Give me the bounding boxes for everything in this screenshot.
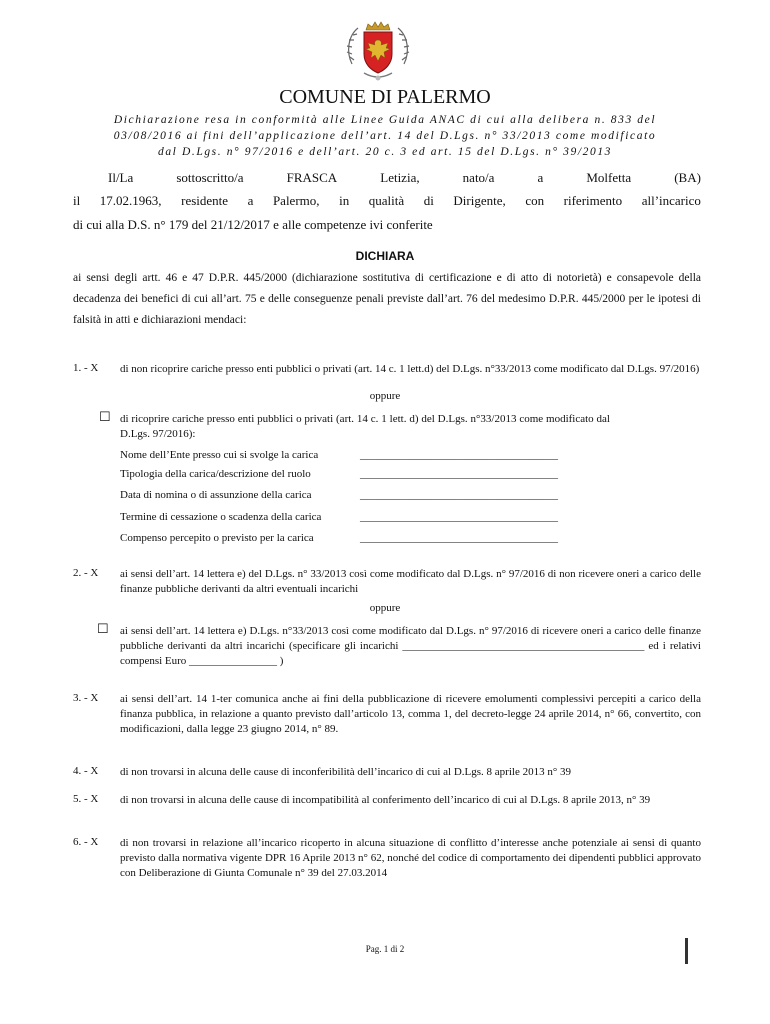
oppure-label: oppure (369, 390, 401, 402)
declarant-line-1 (108, 170, 701, 186)
field-compenso (120, 532, 600, 544)
declarant-word: a (247, 193, 254, 208)
item-1-alt-text: di ricoprire cariche presso enti pubblici o privati (art. 14 c. 1 lett. d) del D.Lgs. n°33/2013 come modificato dal D.Lgs. 97/2016): (120, 413, 610, 440)
declarant-line-2 (73, 193, 701, 209)
field-ente (120, 449, 600, 461)
declarant-word: il (73, 193, 81, 208)
field-label: Data di nomina o di assunzione della carica (120, 489, 312, 501)
province: (BA) (674, 170, 701, 185)
palermo-coat-of-arms (342, 18, 414, 88)
intro-line: dal D.Lgs. n° 97/2016 e dell’art. 20 c. 3 ed art. 15 del D.Lgs. n° 39/2013 (157, 146, 613, 158)
declarant-word: in (339, 193, 350, 208)
declarant-word: Il/La (108, 170, 134, 185)
margin-bar (685, 938, 688, 964)
field-blank[interactable]: ____________________________________ (360, 468, 558, 480)
birth-date: 17.02.1963, (99, 193, 162, 208)
field-data-nomina (120, 489, 600, 501)
field-blank[interactable]: ____________________________________ (360, 532, 558, 544)
field-tipologia (120, 468, 600, 480)
item-4-number: 4. - X (73, 765, 99, 777)
dichiara-heading: DICHIARA (355, 249, 415, 263)
declarant-word: con (525, 193, 545, 208)
intro-line: Dichiarazione resa in conformità alle Linee Guida ANAC di cui alla delibera n. 833 del (113, 114, 657, 126)
item-3-text: ai sensi dell’art. 14 1-ter comunica anche ai fini della pubblicazione di ricevere emolumenti complessivi percepiti a carico della finanza pubblica, in relazione a quanto previsto dall’articolo 13, comma 1, del decreto-legge 24 aprile 2014, n° 66, convertito, con modificazioni, dalla legge 23 giugno 2014, n° 89. (120, 693, 701, 735)
item-2-alt-text: ai sensi dell’art. 14 lettera e) D.Lgs. n°33/2013 così come modificato dal D.Lgs. n° 97/2016 di ricevere oneri a carico delle finanze pubbliche derivanti da altri incarichi (specificare gli incarichi ____________________________________________ ed i relativi compensi Euro ________________ ) (120, 625, 701, 667)
declaration-intro (90, 112, 680, 160)
field-blank[interactable]: ____________________________________ (360, 449, 558, 461)
item-6-text: di non trovarsi in relazione all’incarico ricoperto in alcuna situazione di conflitto d’interesse anche potenziale ai sensi di quanto previsto dalla normativa vigente DPR 16 Aprile 2013 n° 62, nonché del codice di comportamento dei dipendenti pubblici approvato con Deliberazione di Giunta Comunale n° 39 del 27.03.2014 (120, 837, 701, 879)
page-title: COMUNE DI PALERMO (279, 86, 491, 108)
field-label: Compenso percepito o previsto per la carica (120, 532, 314, 544)
field-label: Tipologia della carica/descrizione del ruolo (120, 468, 311, 480)
item-6-number: 6. - X (73, 836, 99, 848)
item-2-number: 2. - X (73, 567, 99, 579)
item-1-number: 1. - X (73, 362, 99, 374)
declarant-word: residente (181, 193, 229, 208)
field-label: Termine di cessazione o scadenza della carica (120, 511, 322, 523)
item-1-alt-checkbox[interactable]: ☐ (99, 409, 111, 424)
declarant-word: qualità (368, 193, 405, 208)
declarant-word: riferimento (563, 193, 623, 208)
oppure-label: oppure (369, 602, 401, 614)
declarant-word: nato/a (462, 170, 495, 185)
birthplace: Molfetta (586, 170, 632, 185)
item-5-text: di non trovarsi in alcuna delle cause di incompatibilità al conferimento dell’incarico di cui al D.Lgs. 8 aprile 2013, n° 39 (120, 794, 651, 806)
declarant-word: di (423, 193, 434, 208)
declarant-word: sottoscritto/a (176, 170, 244, 185)
field-label: Nome dell’Ente presso cui si svolge la carica (120, 449, 319, 461)
role: Dirigente, (453, 193, 506, 208)
declarant-name: Letizia, (380, 170, 420, 185)
declarant-line-3: di cui alla D.S. n° 179 del 21/12/2017 e alle competenze ivi conferite (73, 217, 433, 232)
field-blank[interactable]: ____________________________________ (360, 489, 558, 501)
residence: Palermo, (272, 193, 320, 208)
dichiara-text: ai sensi degli artt. 46 e 47 D.P.R. 445/2000 (dichiarazione sostitutiva di certificazione e di atto di notorietà) e consapevole della decadenza dei benefici di cui all’art. 75 e delle conseguenze penali previste dall’art. 76 del medesimo D.P.R. 445/2000 per le ipotesi di falsità in atti e dichiarazioni mendaci: (73, 272, 701, 326)
item-4-text: di non trovarsi in alcuna delle cause di inconferibilità dell’incarico di cui al D.Lgs. 8 aprile 2013 n° 39 (120, 766, 571, 778)
field-termine (120, 511, 600, 523)
item-5-number: 5. - X (73, 793, 99, 805)
item-3-number: 3. - X (73, 692, 99, 704)
field-blank[interactable]: ____________________________________ (360, 511, 558, 523)
item-2-alt-checkbox[interactable]: ☐ (97, 621, 109, 636)
item-2-text: ai sensi dell’art. 14 lettera e) del D.Lgs. n° 33/2013 così come modificato dal D.Lgs. n° 97/2016 di non ricevere oneri a carico delle finanze pubbliche derivanti da altri eventuali incarichi (120, 568, 701, 595)
intro-line: 03/08/2016 ai fini dell’applicazione dell’art. 14 del D.Lgs. n° 33/2013 come modificato (113, 130, 657, 142)
declarant-word: a (537, 170, 544, 185)
page-number: Pag. 1 di 2 (365, 944, 405, 954)
item-1-text: di non ricoprire cariche presso enti pubblici o privati (art. 14 c. 1 lett.d) del D.Lgs. n°33/2013 come modificato dal D.Lgs. 97/2016) (120, 363, 700, 375)
declarant-word: all’incarico (641, 193, 701, 208)
declarant-surname: FRASCA (286, 170, 338, 185)
